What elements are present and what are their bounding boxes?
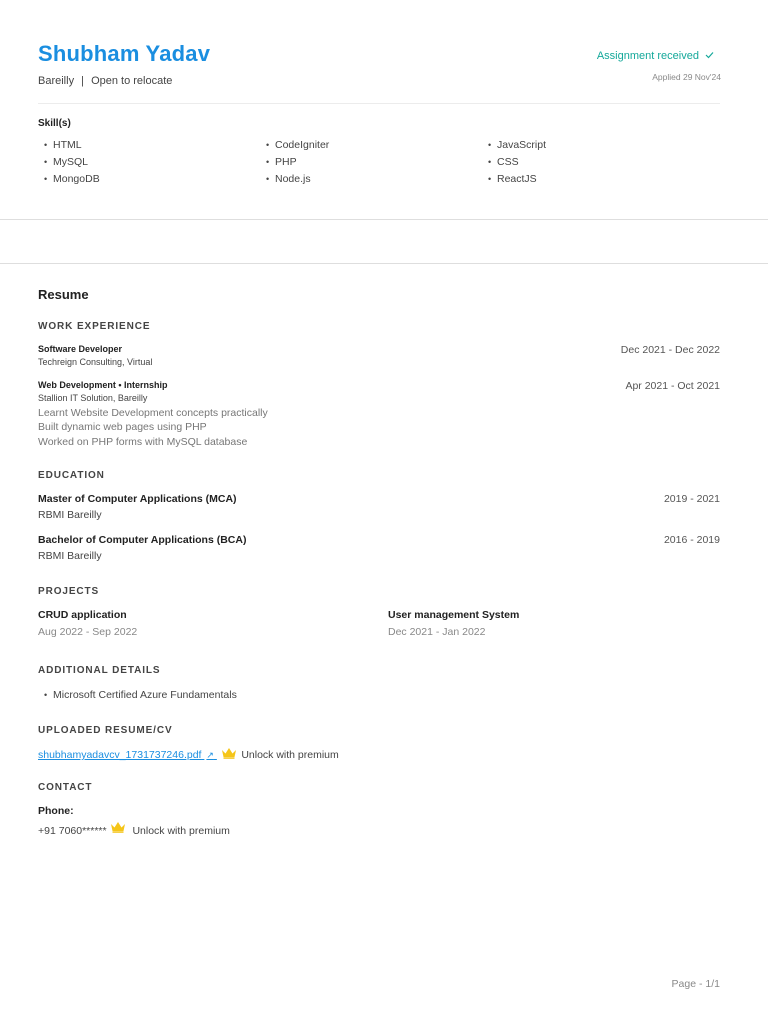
job-company: Techreign Consulting, Virtual — [38, 357, 153, 367]
phone-number: +91 7060****** — [38, 825, 107, 837]
degree: Master of Computer Applications (MCA) — [38, 493, 237, 505]
application-status — [597, 50, 714, 62]
resume-file-link[interactable] — [38, 749, 217, 761]
additional-details-title: ADDITIONAL DETAILS — [38, 665, 161, 676]
skill-item: • MongoDB — [44, 173, 100, 185]
project-dates: Aug 2022 - Sep 2022 — [38, 626, 138, 638]
skill-item: • MySQL — [44, 156, 88, 168]
job-description-line: Worked on PHP forms with MySQL database — [38, 436, 248, 448]
skill-item: • HTML — [44, 139, 82, 151]
crown-icon — [221, 747, 237, 759]
job-dates: Apr 2021 - Oct 2021 — [625, 380, 720, 392]
page-number: Page - 1/1 — [671, 978, 720, 990]
job-description-line: Learnt Website Development concepts practically — [38, 407, 268, 419]
status-text: Assignment received — [596, 50, 699, 62]
skill-item: • CSS — [488, 156, 519, 168]
resume-title: Resume — [38, 287, 89, 302]
section-gap — [0, 220, 768, 264]
education-dates: 2016 - 2019 — [663, 534, 720, 546]
resume-file-name: shubhamyadavcv_1731737246.pdf — [38, 749, 202, 761]
job-description-line: Built dynamic web pages using PHP — [38, 421, 207, 433]
work-experience-title: WORK EXPERIENCE — [38, 321, 151, 332]
crown-icon — [110, 821, 126, 833]
separator: | — [81, 75, 84, 87]
skills-title: Skill(s) — [38, 118, 71, 129]
job-dates: Dec 2021 - Dec 2022 — [620, 344, 720, 356]
project-name: User management System — [388, 609, 520, 621]
relocate-status: Open to relocate — [91, 75, 173, 87]
phone-row — [38, 821, 230, 837]
education-title: EDUCATION — [38, 470, 105, 481]
skill-item: • CodeIgniter — [266, 139, 329, 151]
uploaded-resume-title: UPLOADED RESUME/CV — [38, 725, 173, 736]
project-name: CRUD application — [38, 609, 127, 621]
skill-item: • ReactJS — [488, 173, 537, 185]
skill-item: • Node.js — [266, 173, 311, 185]
uploaded-resume-row — [38, 745, 339, 763]
school: RBMI Bareilly — [38, 509, 102, 521]
external-link-icon: ↗ — [206, 750, 214, 760]
location-line — [38, 75, 172, 87]
skill-item: • JavaScript — [488, 139, 546, 151]
skill-item: • PHP — [266, 156, 297, 168]
job-title: Web Development • Internship — [38, 380, 168, 390]
projects-title: PROJECTS — [38, 586, 100, 597]
section-divider — [0, 263, 768, 264]
job-company: Stallion IT Solution, Bareilly — [38, 393, 148, 403]
unlock-premium-text[interactable]: Unlock with premium — [241, 749, 339, 761]
degree: Bachelor of Computer Applications (BCA) — [38, 534, 247, 546]
candidate-name: Shubham Yadav — [38, 41, 211, 66]
phone-label: Phone: — [38, 805, 74, 817]
header-divider — [38, 103, 720, 104]
unlock-premium-text[interactable]: Unlock with premium — [132, 825, 230, 837]
additional-detail-item: • Microsoft Certified Azure Fundamentals — [44, 689, 237, 701]
location: Bareilly — [38, 75, 75, 87]
applied-date: Applied 29 Nov'24 — [652, 72, 721, 82]
education-dates: 2019 - 2021 — [663, 493, 720, 505]
school: RBMI Bareilly — [38, 550, 102, 562]
contact-title: CONTACT — [38, 782, 93, 793]
project-dates: Dec 2021 - Jan 2022 — [388, 626, 486, 638]
check-icon — [705, 51, 714, 59]
job-title: Software Developer — [38, 344, 123, 354]
